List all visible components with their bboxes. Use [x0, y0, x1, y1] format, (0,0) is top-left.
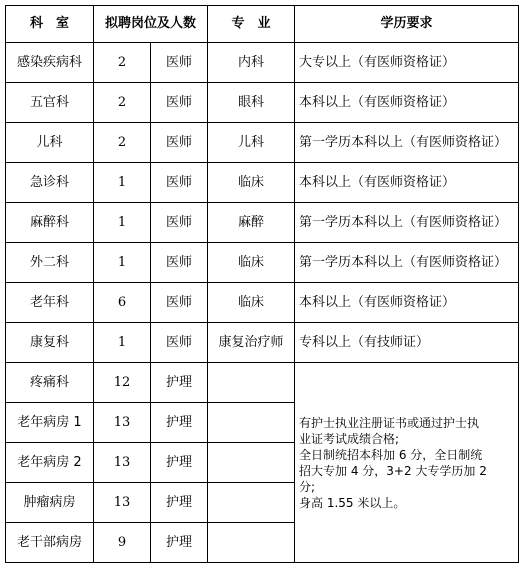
- table-row: [6, 283, 519, 323]
- nursing-note-line: 身高 1.55 米以上。: [299, 495, 406, 510]
- count-cell: 1: [94, 243, 151, 283]
- edu-cell: 本科以上（有医师资格证）: [295, 283, 519, 323]
- dept-cell: 老干部病房: [6, 523, 94, 563]
- table-row: [6, 203, 519, 243]
- dept-cell: 急诊科: [6, 163, 94, 203]
- header-row: [6, 6, 519, 43]
- edu-cell: 大专以上（有医师资格证）: [295, 43, 519, 83]
- dept-cell: 感染疾病科: [6, 43, 94, 83]
- major-cell: [208, 403, 295, 443]
- nursing-note-line: 全日制统招本科加 6 分，全日制统: [299, 447, 483, 462]
- table-row: [6, 323, 519, 363]
- recruitment-table: [5, 5, 519, 563]
- count-cell: 2: [94, 83, 151, 123]
- major-cell: [208, 443, 295, 483]
- edu-cell: 第一学历本科以上（有医师资格证）: [295, 123, 519, 163]
- header-edu: 学历要求: [295, 6, 519, 43]
- count-cell: 12: [94, 363, 151, 403]
- table-row: [6, 363, 519, 403]
- count-cell: 2: [94, 43, 151, 83]
- table-row: [6, 123, 519, 163]
- header-count: 拟聘岗位及人数: [94, 6, 208, 43]
- post-cell: 护理: [151, 363, 208, 403]
- dept-cell: 老年科: [6, 283, 94, 323]
- dept-cell: 麻醉科: [6, 203, 94, 243]
- major-cell: 内科: [208, 43, 295, 83]
- major-cell: [208, 523, 295, 563]
- post-cell: 医师: [151, 83, 208, 123]
- edu-cell: 专科以上（有技师证）: [295, 323, 519, 363]
- post-cell: 医师: [151, 43, 208, 83]
- header-dept: 科 室: [6, 6, 94, 43]
- major-cell: 康复治疗师: [208, 323, 295, 363]
- post-cell: 医师: [151, 203, 208, 243]
- major-cell: 临床: [208, 243, 295, 283]
- nursing-note-line: 业证考试成绩合格;: [299, 431, 400, 446]
- post-cell: 护理: [151, 443, 208, 483]
- major-cell: 儿科: [208, 123, 295, 163]
- dept-cell: 儿科: [6, 123, 94, 163]
- major-cell: 临床: [208, 283, 295, 323]
- edu-cell: 第一学历本科以上（有医师资格证）: [295, 203, 519, 243]
- nursing-note-line: 有护士执业注册证书或通过护士执: [299, 415, 480, 430]
- post-cell: 医师: [151, 243, 208, 283]
- edu-cell: 第一学历本科以上（有医师资格证）: [295, 243, 519, 283]
- major-cell: [208, 363, 295, 403]
- post-cell: 医师: [151, 283, 208, 323]
- nursing-note-line: 分;: [299, 479, 316, 494]
- count-cell: 1: [94, 323, 151, 363]
- major-cell: 眼科: [208, 83, 295, 123]
- dept-cell: 五官科: [6, 83, 94, 123]
- count-cell: 9: [94, 523, 151, 563]
- edu-cell: 本科以上（有医师资格证）: [295, 83, 519, 123]
- post-cell: 医师: [151, 123, 208, 163]
- dept-cell: 肿瘤病房: [6, 483, 94, 523]
- major-cell: 临床: [208, 163, 295, 203]
- post-cell: 医师: [151, 163, 208, 203]
- post-cell: 护理: [151, 483, 208, 523]
- post-cell: 护理: [151, 523, 208, 563]
- dept-cell: 老年病房 1: [6, 403, 94, 443]
- post-cell: 医师: [151, 323, 208, 363]
- header-major: 专 业: [208, 6, 295, 43]
- post-cell: 护理: [151, 403, 208, 443]
- table-row: [6, 163, 519, 203]
- count-cell: 13: [94, 403, 151, 443]
- edu-cell: 本科以上（有医师资格证）: [295, 163, 519, 203]
- count-cell: 1: [94, 163, 151, 203]
- nursing-note-line: 招大专加 4 分，3+2 大专学历加 2: [299, 463, 487, 478]
- nursing-requirements-cell: [295, 363, 519, 563]
- dept-cell: 疼痛科: [6, 363, 94, 403]
- count-cell: 13: [94, 443, 151, 483]
- count-cell: 2: [94, 123, 151, 163]
- table-row: [6, 243, 519, 283]
- count-cell: 13: [94, 483, 151, 523]
- count-cell: 1: [94, 203, 151, 243]
- table-row: [6, 43, 519, 83]
- major-cell: 麻醉: [208, 203, 295, 243]
- count-cell: 6: [94, 283, 151, 323]
- table-row: [6, 83, 519, 123]
- dept-cell: 康复科: [6, 323, 94, 363]
- dept-cell: 老年病房 2: [6, 443, 94, 483]
- major-cell: [208, 483, 295, 523]
- dept-cell: 外二科: [6, 243, 94, 283]
